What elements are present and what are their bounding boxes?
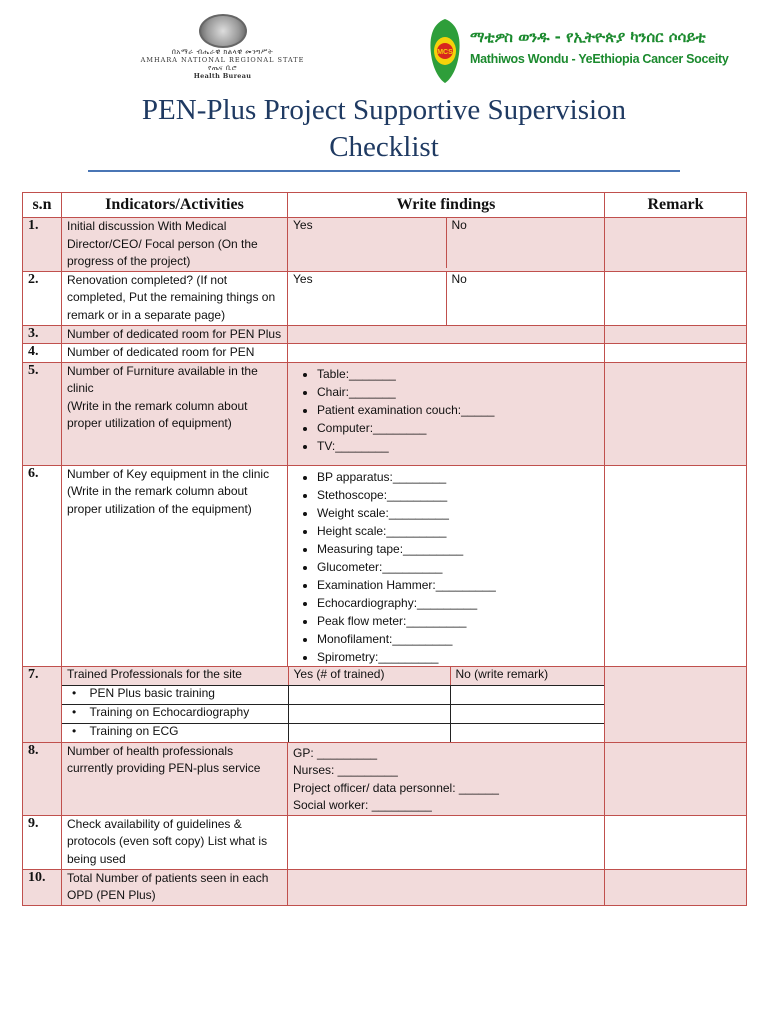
- training-no-input[interactable]: [450, 685, 605, 704]
- table-row: [23, 666, 747, 742]
- training-no-input[interactable]: [450, 704, 605, 723]
- mcs-logo-icon: [428, 18, 462, 84]
- indicator-text: Number of Key equipment in the clinic: [67, 466, 270, 481]
- supervision-checklist-table: [22, 192, 747, 906]
- list-item: • Chair:_______: [317, 383, 599, 401]
- header-findings: Write findings: [288, 193, 605, 218]
- amharic-state-line: በአማራ ብሔራዊ ክልላዊ መንግሥት: [171, 48, 274, 56]
- row-indicator: Renovation completed? (If not completed, Put the remaining things on remark or in a separate page): [62, 271, 288, 325]
- remark-cell[interactable]: [605, 325, 747, 344]
- row-indicator: [62, 465, 288, 666]
- equipment-list: [293, 468, 599, 666]
- findings-cell[interactable]: [288, 344, 605, 363]
- row-sn: 4.: [23, 344, 62, 363]
- remark-cell[interactable]: [605, 666, 747, 742]
- row-indicator: Check availability of guidelines & protocols (even soft copy) List what is being used: [62, 815, 288, 869]
- staff-field: Social worker: _________: [293, 798, 432, 812]
- list-item: • Glucometer:_________: [317, 558, 599, 576]
- row-indicator: Number of health professionals currently providing PEN-plus service: [62, 742, 288, 815]
- amharic-bureau-line: የጤና ቢሮ: [208, 64, 237, 72]
- findings-cell[interactable]: [288, 325, 605, 344]
- remark-cell[interactable]: [605, 465, 747, 666]
- remark-cell[interactable]: [605, 362, 747, 465]
- training-no-input[interactable]: [450, 723, 605, 742]
- row-indicator: Number of dedicated room for PEN Plus: [62, 325, 288, 344]
- findings-cell[interactable]: [288, 362, 605, 465]
- table-row: [23, 742, 747, 815]
- page-title: [88, 92, 680, 166]
- training-block: [62, 666, 605, 742]
- list-item: • Weight scale:_________: [317, 504, 599, 522]
- remark-cell[interactable]: [605, 218, 747, 272]
- row-sn: 9.: [23, 815, 62, 869]
- list-item: • Height scale:_________: [317, 522, 599, 540]
- training-yes-input[interactable]: [288, 723, 450, 742]
- regional-seal-icon: [199, 14, 247, 48]
- row-sn: 5.: [23, 362, 62, 465]
- table-row: [23, 815, 747, 869]
- list-item: • Examination Hammer:_________: [317, 576, 599, 594]
- list-item: • Measuring tape:_________: [317, 540, 599, 558]
- mcs-name-amharic: ማቲዎስ ወንዱ - የኢትዮጵያ ካንሰር ሶሳይቲ: [470, 28, 706, 46]
- mcs-logo-text: MCS: [437, 49, 453, 56]
- row-indicator: [62, 362, 288, 465]
- findings-no[interactable]: No: [446, 218, 604, 268]
- header-remark: Remark: [605, 193, 747, 218]
- table-header-row: [23, 193, 747, 218]
- table-row: [23, 362, 747, 465]
- findings-yes[interactable]: Yes: [293, 271, 313, 286]
- list-item: • Computer:________: [317, 419, 599, 437]
- staff-field: Project officer/ data personnel: ______: [293, 780, 499, 795]
- state-name: AMHARA NATIONAL REGIONAL STATE: [140, 56, 305, 64]
- list-item: • Echocardiography:_________: [317, 594, 599, 612]
- table-row: [23, 465, 747, 666]
- header-sn: s.n: [23, 193, 62, 218]
- title-underline: [88, 170, 680, 172]
- furniture-list: [293, 365, 599, 455]
- row-sn: 7.: [23, 666, 62, 742]
- row-sn: 8.: [23, 742, 62, 815]
- row-sn: 2.: [23, 271, 62, 325]
- remark-cell[interactable]: [605, 271, 747, 325]
- training-item: • Training on ECG: [62, 723, 288, 742]
- remark-cell[interactable]: [605, 869, 747, 905]
- indicator-note: (Write in the remark column about proper utilization of equipment): [67, 398, 248, 430]
- header-indicators: Indicators/Activities: [62, 193, 288, 218]
- mcs-name-english: Mathiwos Wondu - YeEthiopia Cancer Soceity: [470, 52, 729, 66]
- findings-cell[interactable]: [288, 869, 605, 905]
- trained-no-header: No (write remark): [450, 667, 605, 686]
- list-item: • TV:________: [317, 437, 599, 455]
- row-indicator: Number of dedicated room for PEN: [62, 344, 288, 363]
- list-item: • Stethoscope:_________: [317, 486, 599, 504]
- list-item: • Peak flow meter:_________: [317, 612, 599, 630]
- list-item: • Monofilament:_________: [317, 630, 599, 648]
- title-line-2: Checklist: [329, 131, 439, 163]
- table-row: [23, 325, 747, 344]
- findings-yes[interactable]: Yes: [288, 218, 446, 268]
- remark-cell[interactable]: [605, 344, 747, 363]
- row-indicator: Initial discussion With Medical Director/CEO/ Focal person (On the progress of the project): [62, 218, 288, 272]
- amhara-health-bureau-logo: [115, 12, 330, 92]
- findings-cell[interactable]: [288, 271, 605, 325]
- row-sn: 1.: [23, 218, 62, 272]
- findings-cell[interactable]: [288, 742, 605, 815]
- remark-cell[interactable]: [605, 742, 747, 815]
- row-indicator: Total Number of patients seen in each OPD (PEN Plus): [62, 869, 288, 905]
- staff-field: GP: _________: [293, 745, 378, 760]
- trained-yes-header: Yes (# of trained): [288, 667, 450, 686]
- indicator-text: Number of Furniture available in the clinic: [67, 363, 258, 395]
- table-row: [23, 344, 747, 363]
- table-row: [23, 271, 747, 325]
- findings-cell[interactable]: [288, 465, 605, 666]
- findings-no[interactable]: No: [446, 272, 604, 325]
- table-row: [23, 218, 747, 272]
- list-item: • Table:_______: [317, 365, 599, 383]
- findings-cell[interactable]: [288, 815, 605, 869]
- row-indicator: Trained Professionals for the site: [62, 667, 288, 686]
- list-item: • Spirometry:_________: [317, 648, 599, 666]
- row-sn: 3.: [23, 325, 62, 344]
- row-sn: 6.: [23, 465, 62, 666]
- list-item: • Patient examination couch:_____: [317, 401, 599, 419]
- training-item: • PEN Plus basic training: [62, 685, 288, 704]
- row-sn: 10.: [23, 869, 62, 905]
- findings-cell[interactable]: [288, 218, 605, 272]
- list-item: • BP apparatus:________: [317, 468, 599, 486]
- indicator-note: (Write in the remark column about proper utilization of the equipment): [67, 484, 252, 516]
- bureau-name: Health Bureau: [193, 72, 252, 80]
- training-yes-input[interactable]: [288, 685, 450, 704]
- staff-field: Nurses: _________: [293, 763, 398, 777]
- remark-cell[interactable]: [605, 815, 747, 869]
- training-yes-input[interactable]: [288, 704, 450, 723]
- table-row: [23, 869, 747, 905]
- title-line-1: PEN-Plus Project Supportive Supervision: [141, 94, 627, 126]
- training-item: • Training on Echocardiography: [62, 704, 288, 723]
- mcs-logo-block: [428, 18, 729, 84]
